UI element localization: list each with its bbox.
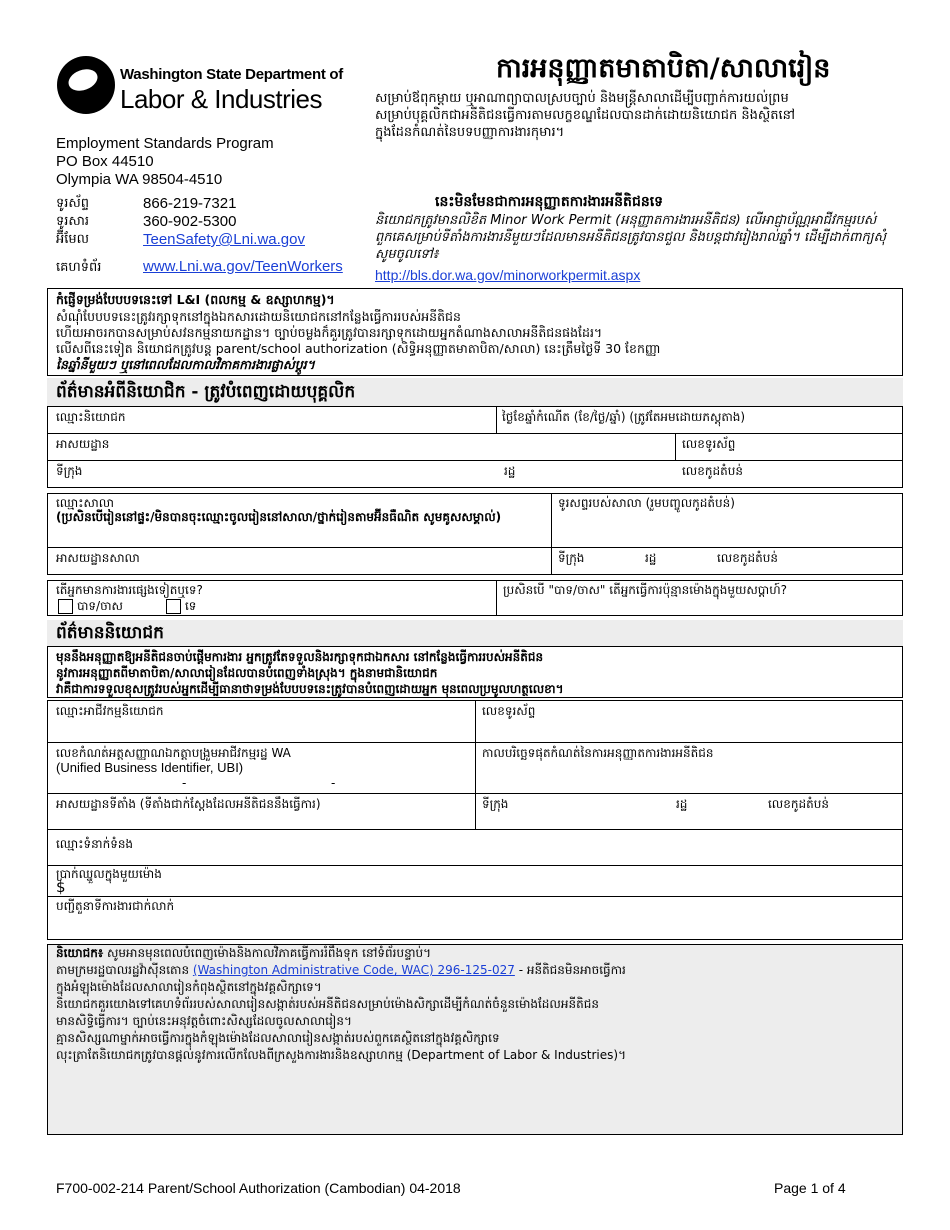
contact-name-field[interactable]: ឈ្មោះទំនាក់ទំនង xyxy=(56,837,134,851)
ubi-dash-2[interactable]: - xyxy=(331,776,336,790)
job-duties-field[interactable]: បញ្ជីតួនាទីការងារជាក់លាក់ xyxy=(56,899,175,913)
page-number: Page 1 of 4 xyxy=(774,1180,846,1196)
form-description: សម្រាប់ឪពុកម្ដាយ ឬអាណាព្យាបាលស្របច្បាប់ និងមន្ត្រីសាលាដើម្បីបញ្ជាក់ការយល់ព្រមសម្រាប់បុគ្គលិកជាអនីតិជនធ្វើការតាមលក្ខខណ្ឌដែលបានដាក់ដោយនិយោជក និងស្ថិតនៅក្នុងដែនកំណត់នៃបទបញ្ញាការងារកុមារ។ xyxy=(375,91,795,140)
homeschool-note: (ប្រសិនបើរៀននៅផ្ទះ/មិនបានចុះឈ្មោះចូលរៀននៅសាលា/ថ្នាក់រៀនតាមអ៊ីនធឺណិត សូមគូសសម្គាល់) xyxy=(56,510,502,524)
instructions-line4: នៃឆ្នាំនីមួយៗ ឬនៅពេលដែលកាលវិភាគការងារផ្លាស់ប្ដូរ។ xyxy=(56,357,315,372)
ubi-label: លេខកំណត់អត្តសញ្ញាណឯកត្តាបង្រួមអាជីវកម្មរដ្ឋ WA xyxy=(56,746,291,760)
school-name-field[interactable]: ឈ្មោះសាលា xyxy=(56,496,115,510)
employer-section-header xyxy=(47,620,903,646)
minor-name-field[interactable]: ឈ្មោះនិយោជក xyxy=(56,410,126,424)
phone-label: ទូរស័ព្ទ xyxy=(56,196,90,211)
notice-title: នេះមិនមែនជាការអនុញ្ញាតការងារអនីតិជនទេ xyxy=(435,194,664,210)
email-link[interactable]: TeenSafety@Lni.wa.gov xyxy=(143,231,305,248)
minor-info-table xyxy=(47,406,903,488)
permit-expiry-field[interactable]: កាលបរិច្ឆេទផុតកំណត់នៃការអនុញ្ញាតការងារអនីតិជន xyxy=(482,746,714,760)
other-job-yes[interactable]: បាទ/ចាស xyxy=(58,598,123,616)
minor-address-field[interactable]: អាសយដ្ឋាន xyxy=(56,437,110,451)
employer-note-line4: និយោជកគួរយោងទៅគេហទំព័ររបស់សាលារៀនសង្កាត់របស់អនីតិជនសម្រាប់ម៉ោងសិក្សាដើម្បីកំណត់ចំនួនម៉ោងដែលអនីតិជន xyxy=(56,997,599,1011)
form-id: F700-002-214 Parent/School Authorization (Cambodian) 04-2018 xyxy=(56,1180,461,1196)
worksite-zip-field[interactable]: លេខកូដតំបន់ xyxy=(768,797,829,811)
hours-per-week-question[interactable]: ប្រសិនបើ "បាទ/ចាស" តើអ្នកធ្វើការប៉ុន្មានម៉ោងក្នុងមួយសប្ដាហ៍? xyxy=(503,583,788,597)
worksite-address-field[interactable]: អាសយដ្ឋានទីតាំង (ទីតាំងជាក់ស្ដែងដែលអនីតិជននឹងធ្វើការ) xyxy=(56,797,321,811)
wac-link[interactable]: (Washington Administrative Code, WAC) 296-125-027 xyxy=(192,963,515,977)
employer-intro-line2: នូវការអនុញ្ញាតពីមាតាបិតា/សាលារៀនដែលបានបំពេញទាំងស្រុង។ ក្នុងនាមជានិយោជក xyxy=(56,666,438,680)
fax-label: ទូរសារ xyxy=(56,214,90,229)
school-address-field[interactable]: អាសយដ្ឋានសាលា xyxy=(56,551,140,565)
employer-intro-line1: មុននឹងអនុញ្ញាតឱ្យអនីតិជនចាប់ផ្ដើមការងារ អ្នកត្រូវតែទទួលនិងរក្សាទុកជាឯកសារ នៅកន្លែងធ្វើការរបស់អនីតិជន xyxy=(56,650,544,664)
school-city-field[interactable]: ទីក្រុង xyxy=(558,551,585,565)
yes-checkbox[interactable] xyxy=(58,599,73,614)
business-name-field[interactable]: ឈ្មោះអាជីវកម្មនិយោជក xyxy=(56,704,164,718)
hourly-pay-label: ប្រាក់ឈ្នួលក្នុងមួយម៉ោង xyxy=(56,867,162,881)
minor-work-permit-link[interactable]: http://bls.dor.wa.gov/minorworkpermit.aspx xyxy=(375,267,641,283)
minor-state-field[interactable]: រដ្ឋ xyxy=(504,464,516,478)
employer-note-box xyxy=(47,944,903,1135)
po-box: PO Box 44510 xyxy=(56,153,154,170)
logo-line1: Washington State Department of xyxy=(120,66,343,83)
employer-note-line7: លុះត្រាតែនិយោជកត្រូវបានផ្ដល់នូវការលើកលែងពីក្រសួងការងារនិងឧស្សាហកម្ម (Department of Labor & Industries)។ xyxy=(56,1048,626,1062)
ubi-english-label: (Unified Business Identifier, UBI) xyxy=(56,760,244,775)
employer-note-line5: មានសិទ្ធិធ្វើការ។ ច្បាប់នេះអនុវត្តចំពោះសិស្សដែលចូលសាលារៀន។ xyxy=(56,1014,352,1028)
phone-value: 866-219-7321 xyxy=(143,195,237,212)
notice-text: និយោជកត្រូវមានលិខិត Minor Work Permit (អនុញ្ញាតការងារអនីតិជន) លើអាជ្ញាប័ណ្ណអាជីវកម្មរបស់ពួកគេសម្រាប់ទីតាំងការងារនីមួយៗដែលមានអនីតិជនត្រូវបានជួល និងបន្តជាវរៀងរាល់ឆ្នាំ។ ដើម្បីដាក់ពាក្យសុំ សូមចូលទៅ៖ xyxy=(375,213,886,262)
school-zip-field[interactable]: លេខកូដតំបន់ xyxy=(717,551,778,565)
logo-line2: Labor & Industries xyxy=(120,84,323,114)
other-job-question: តើអ្នកមានការងារផ្សេងទៀតឬទេ? xyxy=(56,583,203,597)
city-state-zip: Olympia WA 98504-4510 xyxy=(56,171,223,188)
hourly-pay-field[interactable]: $ xyxy=(56,878,66,896)
employer-note-line1: និយោជក៖ សូមអានមុនពេលបំពេញម៉ោងនិងកាលវិភាគធ្វើការរំពឹងទុក នៅទំព័របន្ទាប់។ xyxy=(56,946,432,960)
employer-phone-field[interactable]: លេខទូរស័ព្ទ xyxy=(482,704,536,718)
ubi-dash-1[interactable]: - xyxy=(182,776,187,790)
employer-section-title: ព័ត៌មាននិយោជក xyxy=(56,623,164,643)
employer-note-line3: ក្នុងអំឡុងម៉ោងដែលសាលារៀនកំពុងស្ថិតនៅក្នុងវគ្គសិក្សាទេ។ xyxy=(56,980,322,994)
worksite-city-field[interactable]: ទីក្រុង xyxy=(482,797,509,811)
email-label: អ៊ីមែល xyxy=(56,232,90,247)
instructions-title: កំផ្ញើទម្រង់បែបបទនេះទៅ L&I (ពលកម្ម & ឧស្សាហកម្ម)។ xyxy=(56,292,335,307)
minor-section-title: ព័ត៌មានអំពីនិយោជិក - ត្រូវបំពេញដោយបុគ្គលិក xyxy=(56,382,356,402)
page-title: ការអនុញ្ញាតមាតាបិតា/សាលារៀន xyxy=(496,53,831,84)
worksite-state-field[interactable]: រដ្ឋ xyxy=(676,797,688,811)
instructions-line2: ហើយអាចរកបានសម្រាប់សវនកម្មនាយកដ្ឋាន។ ច្បាប់ចម្លងក៏គួរត្រូវបានរក្សាទុកដោយអ្នកតំណាងសាលាអនីតិជនផងដែរ។ xyxy=(56,325,603,340)
minor-city-field[interactable]: ទីក្រុង xyxy=(56,464,83,478)
program-name: Employment Standards Program xyxy=(56,135,274,152)
no-checkbox[interactable] xyxy=(166,599,181,614)
employer-intro-box xyxy=(47,646,903,698)
minor-phone-field[interactable]: លេខទូរស័ព្ទ xyxy=(682,437,736,451)
instructions-line1: សំណុំបែបបទនេះត្រូវរក្សាទុកនៅក្នុងឯកសារដោយនិយោជកនៅកន្លែងធ្វើការរបស់អនីតិជន xyxy=(56,309,461,324)
instructions-box xyxy=(47,288,903,376)
employer-note-line2: តាមក្រមរដ្ឋបាលរដ្ឋវ៉ាស៊ីនតោន (Washington Administrative Code, WAC) 296-125-027 - អនីតិជនមិនអាចធ្វើការ xyxy=(56,963,626,977)
school-state-field[interactable]: រដ្ឋ xyxy=(645,551,657,565)
other-job-no[interactable]: ទេ xyxy=(166,598,196,616)
school-phone-field[interactable]: ទូរសព្ទរបស់សាលា (រួមបញ្ចូលកូដតំបន់) xyxy=(558,496,735,510)
web-link[interactable]: www.Lni.wa.gov/TeenWorkers xyxy=(143,258,343,275)
fax-value: 360-902-5300 xyxy=(143,213,237,230)
instructions-line3: លើសពីនេះទៀត និយោជកត្រូវបន្ត parent/school authorization (សិទ្ធិអនុញ្ញាតមាតាបិតា/សាលា) នេះត្រឹមថ្ងៃទី 30 ខែកញ្ញា xyxy=(56,341,661,356)
minor-dob-field[interactable]: ថ្ងៃខែឆ្នាំកំណើត (ខែ/ថ្ងៃ/ឆ្នាំ) (ត្រូវតែអមដោយភស្តុតាង) xyxy=(502,410,746,424)
employer-note-line6: គ្មានសិស្សណាម្នាក់អាចធ្វើការក្នុងកំឡុងម៉ោងដែលសាលារៀនសង្កាត់របស់ពួកគេស្ថិតនៅក្នុងវគ្គសិក្សាទេ xyxy=(56,1031,500,1045)
web-label: គេហទំព័រ xyxy=(56,260,102,275)
employer-intro-line3: វាគឺជាការទទួលខុសត្រូវរបស់អ្នកដើម្បីធានាថាទម្រង់បែបបទនេះត្រូវបានបំពេញដោយអ្នក មុនពេលប្រមូលហត្ថលេខា។ xyxy=(56,682,564,696)
minor-zip-field[interactable]: លេខកូដតំបន់ xyxy=(682,464,743,478)
